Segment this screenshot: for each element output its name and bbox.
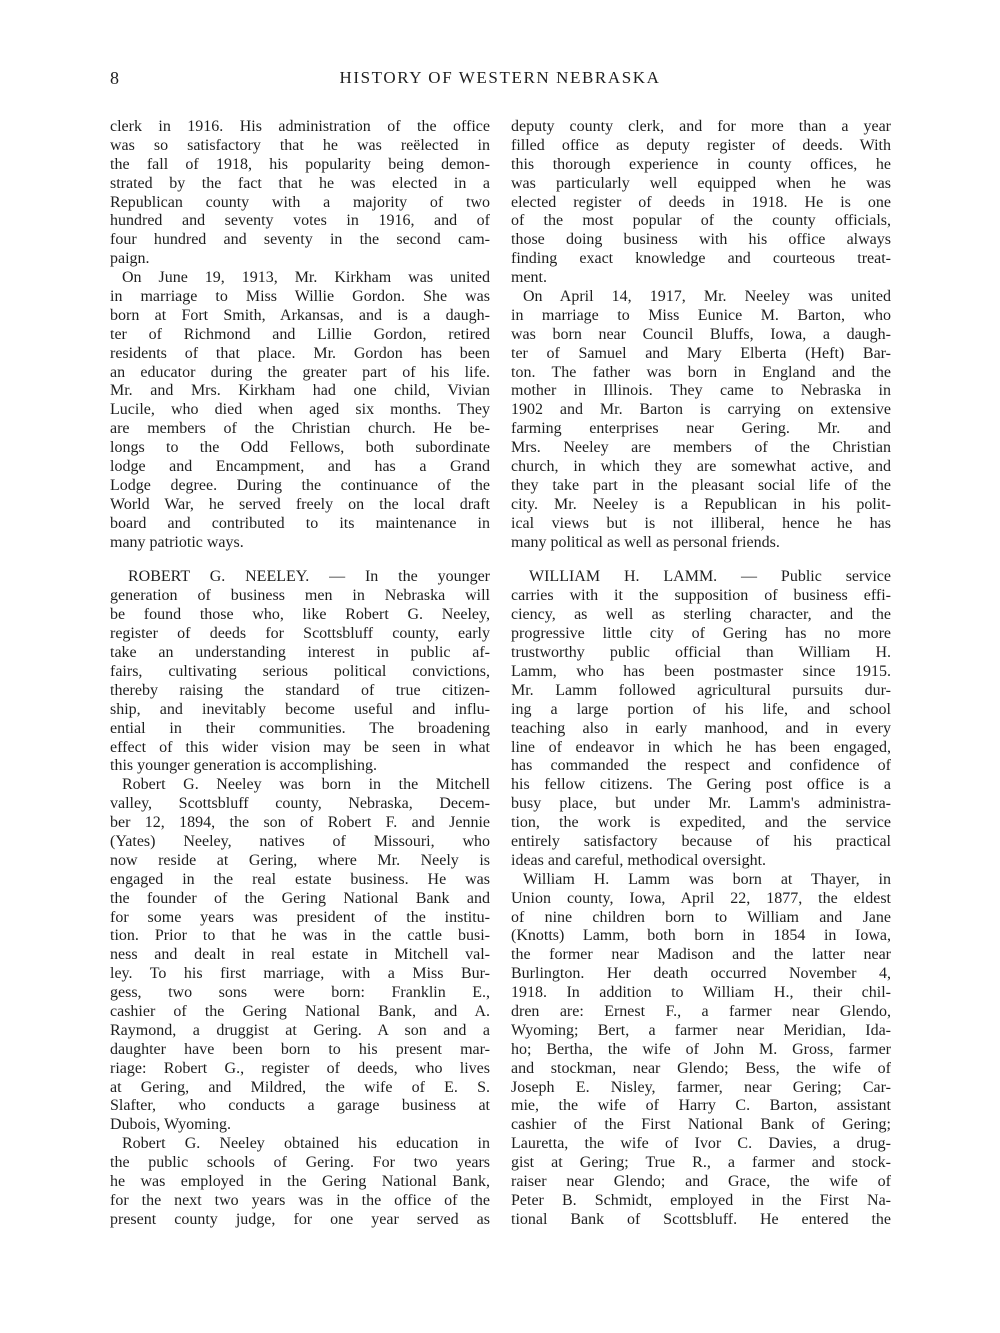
text-line: longs to the Odd Fellows, both subordinate xyxy=(110,439,490,457)
text-line: in marriage to Miss Eunice M. Barton, who xyxy=(511,306,891,324)
text-line: he was employed in the Gering National Bank, xyxy=(110,1172,490,1190)
text-line: Lodge degree. During the continuance of the xyxy=(110,476,490,494)
text-line: Republican county with a majority of two xyxy=(110,193,490,211)
text-line: filled office as deputy register of deeds. With xyxy=(511,136,891,154)
text-line: city. Mr. Neeley is a Republican in his polit- xyxy=(511,495,891,513)
running-title: HISTORY OF WESTERN NEBRASKA xyxy=(339,68,661,87)
text-line: ton. The father was born in England and the xyxy=(511,363,891,381)
text-line: ROBERT G. NEELEY. — In the younger xyxy=(128,568,490,586)
text-line: of the most popular of the county officials, xyxy=(511,212,891,230)
text-line: engaged in the real estate business. He was xyxy=(110,870,490,888)
text-line: On June 19, 1913, Mr. Kirkham was united xyxy=(122,269,490,287)
text-line: (Yates) Neeley, natives of Missouri, who xyxy=(110,832,490,850)
text-line: finding exact knowledge and courteous treat- xyxy=(511,250,891,268)
paragraph xyxy=(110,1135,490,1229)
text-line: ness and dealt in real estate in Mitchell val- xyxy=(110,946,490,964)
text-line: ential in their communities. The broadening xyxy=(110,719,490,737)
paragraph xyxy=(511,118,891,288)
text-line: trustworthy public official than William H. xyxy=(511,644,891,662)
text-line: (Knotts) Lamm, both born in 1854 in Iowa, xyxy=(511,927,891,945)
text-line: teaching also in early manhood, and in every xyxy=(511,719,891,737)
text-line: 1918. In addition to William H., their chil- xyxy=(511,984,891,1002)
text-line: Robert G. Neeley was born in the Mitchell xyxy=(122,776,490,794)
text-line: lodge and Encampment, and has a Grand xyxy=(110,458,490,476)
text-line: was so satisfactory that he was reëlected in xyxy=(110,136,490,154)
text-line: WILLIAM H. LAMM. — Public service xyxy=(529,568,891,586)
text-line: register of deeds for Scottsbluff county, early xyxy=(110,625,490,643)
text-line: born at Fort Smith, Arkansas, and is a daugh- xyxy=(110,306,490,324)
text-line: ship, and inevitably become useful and influ- xyxy=(110,700,490,718)
text-line: has commanded the respect and confidence of xyxy=(511,757,891,775)
text-line: Dubois, Wyoming. xyxy=(110,1116,231,1134)
text-line: four hundred and seventy in the second cam- xyxy=(110,231,490,249)
text-line: thereby raising the standard of true citizen- xyxy=(110,681,490,699)
biography-heading-paragraph xyxy=(511,568,891,870)
text-line: now reside at Gering, where Mr. Neely is xyxy=(110,851,490,869)
text-line: clerk in 1916. His administration of the office xyxy=(110,118,490,135)
text-line: ber 12, 1894, the son of Robert F. and Jennie xyxy=(110,814,490,832)
text-line: ing a large portion of his life, and school xyxy=(511,700,891,718)
text-line: present county judge, for one year served as xyxy=(110,1210,490,1228)
text-line: they take part in the pleasant social life of the xyxy=(511,476,891,494)
text-line: the fall of 1918, his popularity being demon- xyxy=(110,155,490,173)
text-line: Lamm, who has been postmaster since 1915. xyxy=(511,662,891,680)
text-line: Joseph E. Nisley, farmer, near Gering; Car- xyxy=(511,1078,891,1096)
text-line: ho; Bertha, the wife of John M. Gross, farmer xyxy=(511,1040,891,1058)
text-line: are members of the Christian church. He be- xyxy=(110,420,490,438)
text-line: busy place, but under Mr. Lamm's administra- xyxy=(511,795,891,813)
text-line: tional Bank of Scottsbluff. He entered the xyxy=(511,1210,891,1228)
page-number: 8 xyxy=(110,68,119,88)
text-line: Mrs. Neeley are members of the Christian xyxy=(511,439,891,457)
text-line: the public schools of Gering. For two years xyxy=(110,1154,490,1172)
paragraph xyxy=(511,871,891,1230)
text-line: strated by the fact that he was elected in a xyxy=(110,174,490,192)
text-line: Mr. Lamm followed agricultural pursuits dur- xyxy=(511,681,891,699)
paragraph xyxy=(511,288,891,552)
text-line: elected register of deeds in 1918. He is one xyxy=(511,193,891,211)
text-line: Raymond, a druggist at Gering. A son and a xyxy=(110,1021,490,1039)
text-line: deputy county clerk, and for more than a year xyxy=(511,118,891,135)
text-line: entirely satisfactory because of his practical xyxy=(511,832,891,850)
text-line: ideas and careful, methodical oversight. xyxy=(511,851,767,869)
text-line: paign. xyxy=(110,250,150,268)
text-line: hundred and seventy votes in 1916, and of xyxy=(110,212,490,230)
text-line: Peter B. Schmidt, employed in the First Na- xyxy=(511,1191,891,1209)
text-line: tion, the work is expedited, and the service xyxy=(511,814,891,832)
text-line: board and contributed to its maintenance in xyxy=(110,514,490,532)
biography-heading-paragraph xyxy=(110,568,490,776)
text-line: daughter have been born to his present mar- xyxy=(110,1040,490,1058)
text-line: an educator during the greater part of his life. xyxy=(110,363,490,381)
text-line: those doing business with his office always xyxy=(511,231,891,249)
text-line: William H. Lamm was born at Thayer, in xyxy=(523,870,891,888)
text-line: fairs, cultivating serious political convictions, xyxy=(110,662,490,680)
text-line: raiser near Glendo; and Grace, the wife of xyxy=(511,1172,891,1190)
text-line: in marriage to Miss Willie Gordon. She was xyxy=(110,288,490,306)
text-line: ment. xyxy=(511,269,547,287)
text-line: ter of Richmond and Lillie Gordon, retired xyxy=(110,325,490,343)
text-line: Union county, Iowa, April 22, 1877, the eldest xyxy=(511,889,891,907)
text-line: Burlington. Her death occurred November 4, xyxy=(511,965,891,983)
text-line: church, in which they are somewhat active, and xyxy=(511,458,891,476)
text-line: ciency, as well as sterling character, and the xyxy=(511,606,891,624)
text-line: mie, the wife of Harry C. Barton, assistant xyxy=(511,1097,891,1115)
text-line: be found those who, like Robert G. Neeley, xyxy=(110,606,490,624)
text-line: residents of that place. Mr. Gordon has been xyxy=(110,344,490,362)
text-line: take an understanding interest in public af- xyxy=(110,644,490,662)
text-line: ley. To his first marriage, with a Miss Bur- xyxy=(110,965,490,983)
paragraph xyxy=(110,269,490,552)
text-line: carries with it the supposition of business effi- xyxy=(511,587,891,605)
text-line: and stockman, near Glendo; Bess, the wife of xyxy=(511,1059,891,1077)
text-line: gess, two sons were born: Franklin E., xyxy=(110,984,490,1002)
text-line: World War, he served freely on the local draft xyxy=(110,495,490,513)
paragraph xyxy=(110,118,490,269)
text-line: many political as well as personal friends. xyxy=(511,533,780,551)
text-line: Lucile, who died when aged six months. They xyxy=(110,401,490,419)
text-line: line of endeavor in which he has been engaged, xyxy=(511,738,891,756)
left-column xyxy=(110,118,490,1230)
text-line: effect of this wider vision may be seen in what xyxy=(110,738,490,756)
right-column xyxy=(511,118,891,1230)
paragraph xyxy=(110,776,490,1135)
text-line: for some years was president of the institu- xyxy=(110,908,490,926)
text-line: progressive little city of Gering has no more xyxy=(511,625,891,643)
text-line: cashier of the Gering National Bank, and A. xyxy=(110,1002,490,1020)
text-line: Wyoming; Bert, a farmer near Meridian, Ida- xyxy=(511,1021,891,1039)
text-line: Robert G. Neeley obtained his education in xyxy=(122,1135,490,1153)
text-line: dren are: Ernest F., a farmer near Glendo, xyxy=(511,1002,891,1020)
text-line: ter of Samuel and Mary Elberta (Heft) Bar- xyxy=(511,344,891,362)
text-line: Mr. and Mrs. Kirkham had one child, Vivian xyxy=(110,382,490,400)
text-line: for the next two years was in the office of the xyxy=(110,1191,490,1209)
text-line: tion. Prior to that he was in the cattle busi- xyxy=(110,927,490,945)
text-line: his fellow citizens. The Gering post office is a xyxy=(511,776,891,794)
text-line: was particularly well equipped when he was xyxy=(511,174,891,192)
text-line: gist at Gering; True R., a farmer and stock- xyxy=(511,1154,891,1172)
text-line: Lauretta, the wife of Ivor C. Davies, a drug- xyxy=(511,1135,891,1153)
text-line: this thorough experience in county offices, he xyxy=(511,155,891,173)
text-line: of nine children born to William and Jane xyxy=(511,908,891,926)
text-line: On April 14, 1917, Mr. Neeley was united xyxy=(523,288,891,306)
text-line: at Gering, and Mildred, the wife of E. S. xyxy=(110,1078,490,1096)
text-line: riage: Robert G., register of deeds, who lives xyxy=(110,1059,490,1077)
text-line: farming enterprises near Gering. Mr. and xyxy=(511,420,891,438)
text-line: Slafter, who conducts a garage business at xyxy=(110,1097,490,1115)
text-line: valley, Scottsbluff county, Nebraska, Decem- xyxy=(110,795,490,813)
text-line: generation of business men in Nebraska will xyxy=(110,587,490,605)
text-line: the founder of the Gering National Bank and xyxy=(110,889,490,907)
text-line: 1902 and Mr. Barton is carrying on extensive xyxy=(511,401,891,419)
text-line: the former near Madison and the latter near xyxy=(511,946,891,964)
text-line: mother in Illinois. They came to Nebraska in xyxy=(511,382,891,400)
text-line: this younger generation is accomplishing. xyxy=(110,757,378,775)
text-line: was born near Council Bluffs, Iowa, a daugh- xyxy=(511,325,891,343)
text-line: cashier of the First National Bank of Gering; xyxy=(511,1116,891,1134)
text-line: ical views but is not illiberal, hence he has xyxy=(511,514,891,532)
text-line: many patriotic ways. xyxy=(110,533,244,551)
